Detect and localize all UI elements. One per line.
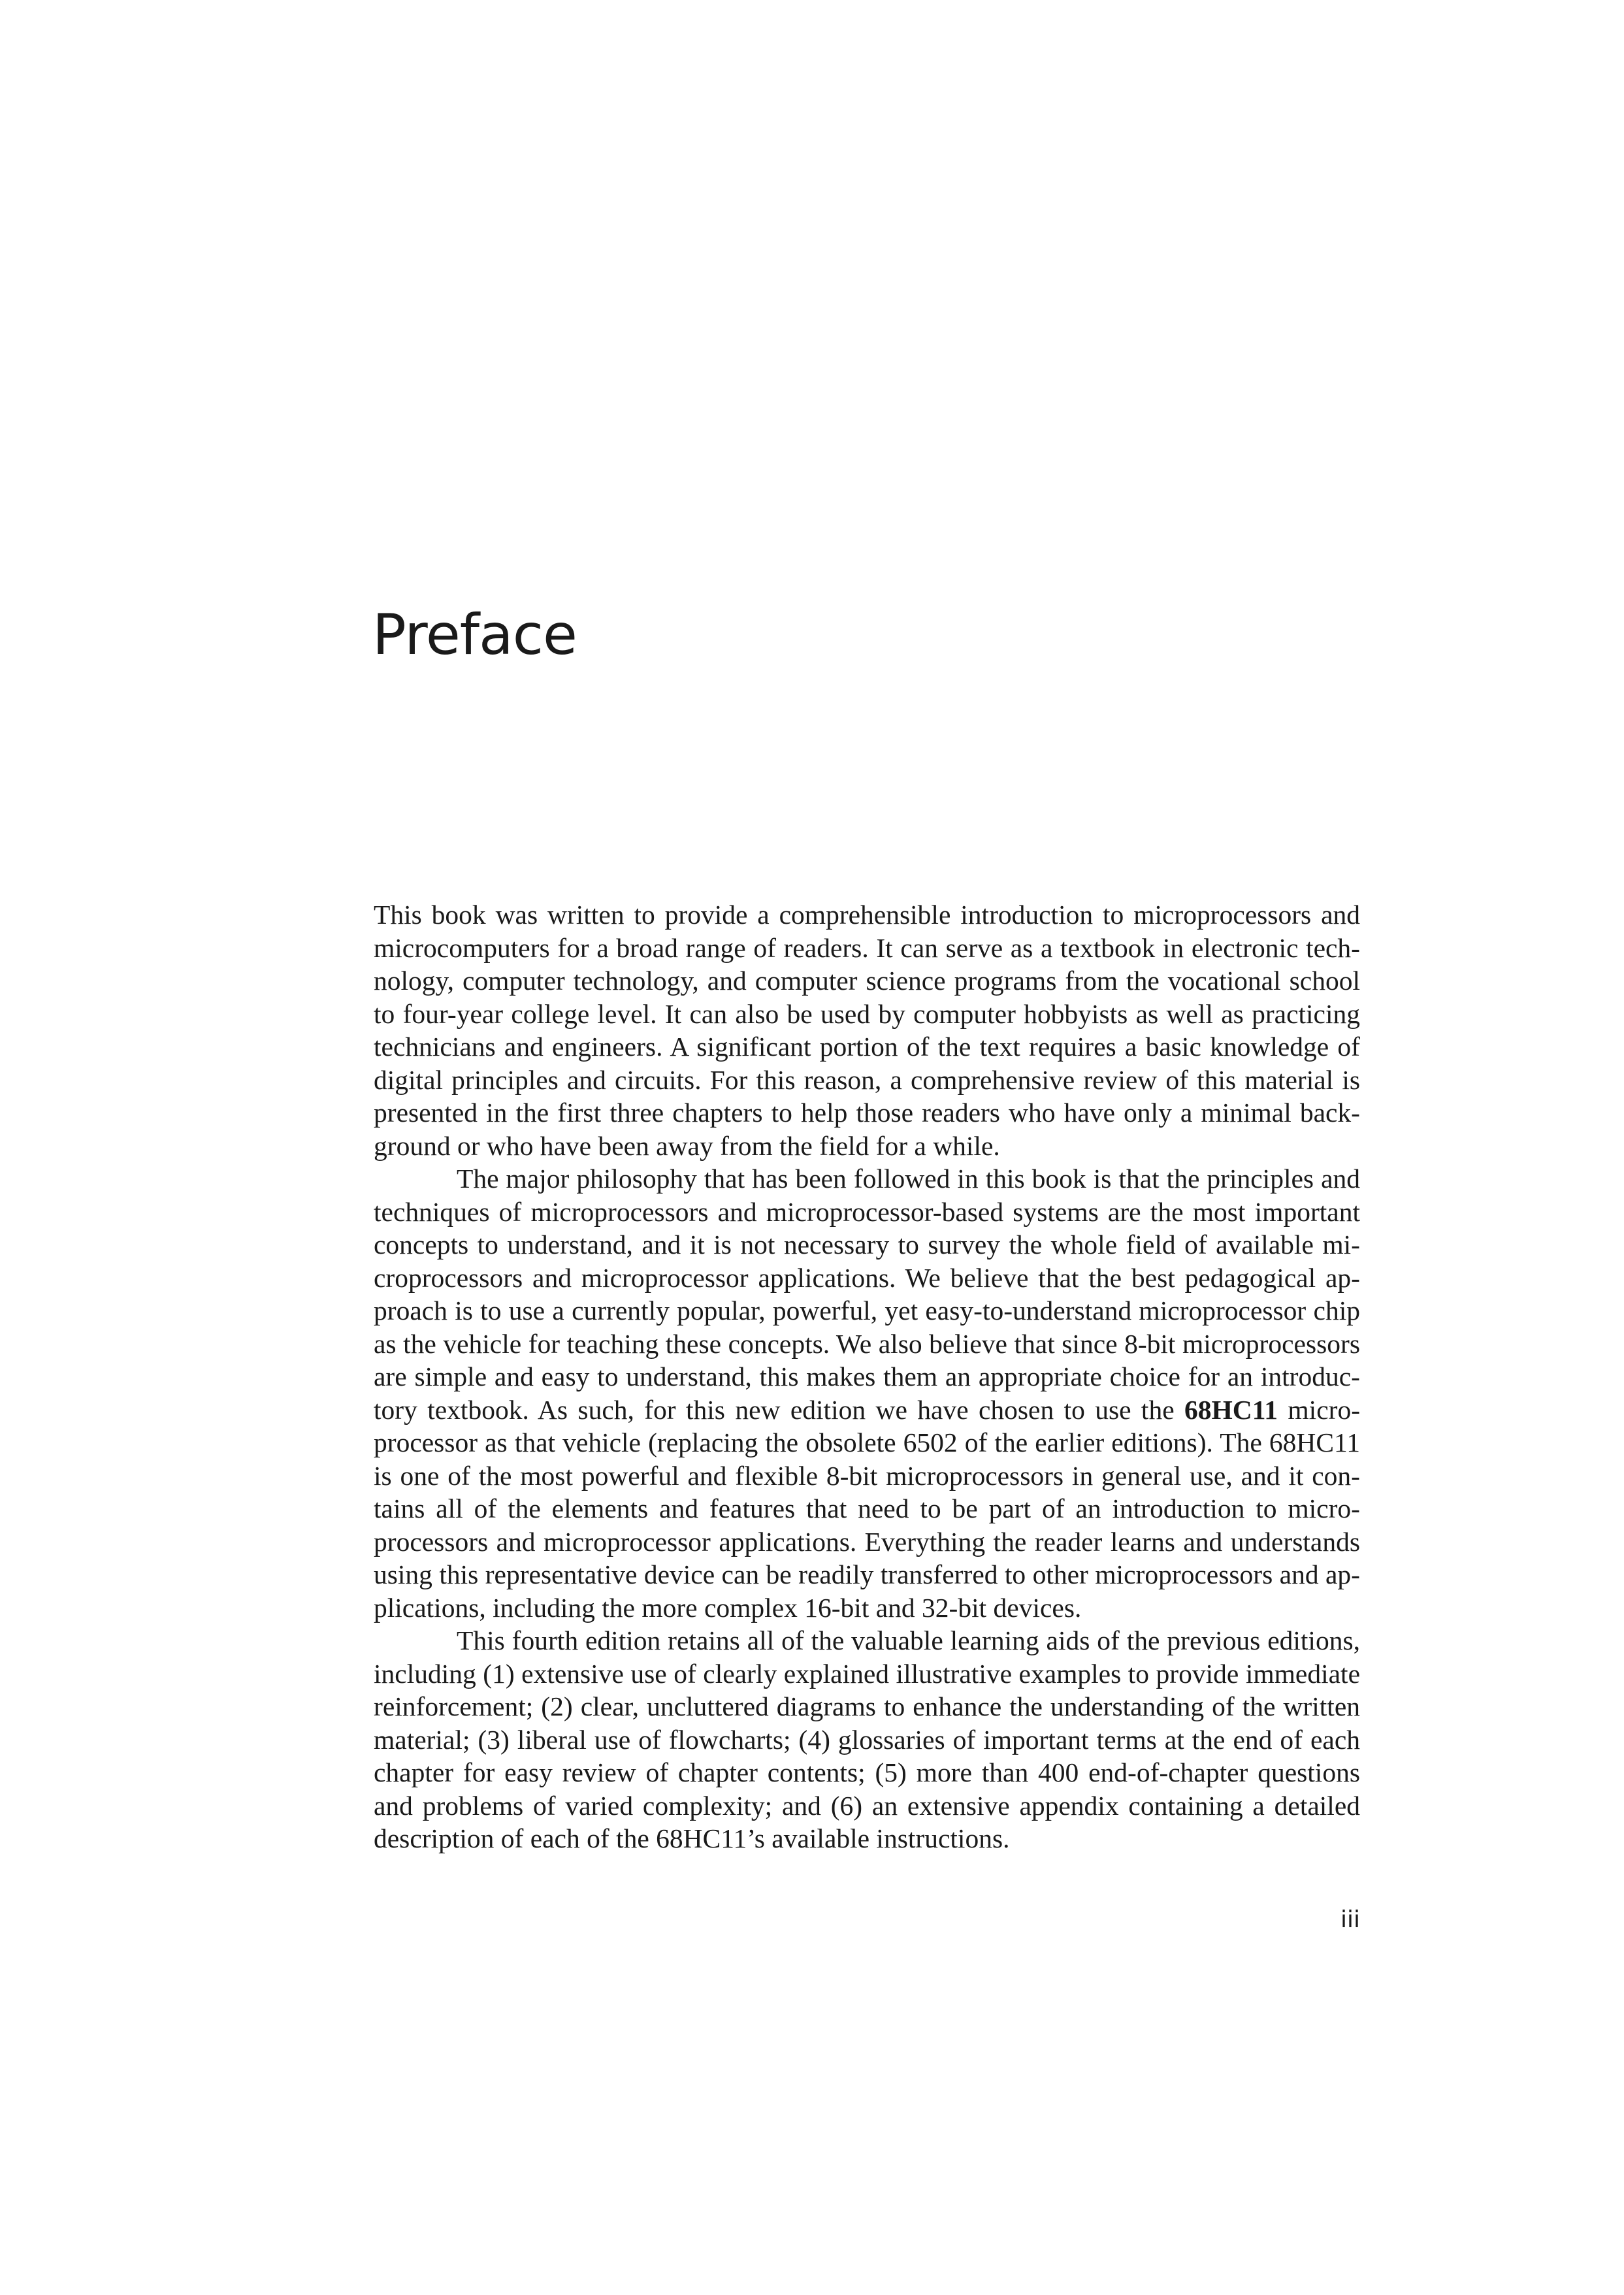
paragraph: This fourth edition retains all of the valuable learning aids of the previous editions, including (1) extensive use of clearly explained illustrative examples to provide immediate reinforcement; (2) clear, uncluttered diagrams to enhance the understanding of the written material; (3) liberal use of flowcharts; (4) glossaries of important terms at the end of each chapter for easy review of chapter contents; (5) more than 400 end-of-chapter questions and problems of varied complexity; and (6) an extensive appendix containing a detailed description of each of the 68HC11’s available instructions.: [374, 1625, 1360, 1853]
paragraph-text: The major philosophy that has been followed in this book is that the principles and techniques of microprocessors and microprocessor-based systems are the most important concepts to understand, and it is not necessary to survey the whole field of available microprocessors and microprocessor applications. We believe that the best pedagogical approach is to use a currently popular, powerful, yet easy-to-understand microprocessor chip as the vehicle for teaching these concepts. We also believe that since 8-bit microprocessors are simple and easy to understand, this makes them an appropriate choice for an introductory textbook. As such, for this new edition we have chosen to use the: [374, 1164, 1360, 1425]
paragraph: This book was written to provide a comprehensible introduction to microprocessors and microcomputers for a broad range of readers. It can serve as a textbook in electronic technology, computer technology, and computer science programs from the vocational school to four-year college level. It can also be used by computer hobbyists as well as practicing technicians and engineers. A significant portion of the text requires a basic knowledge of digital principles and circuits. For this reason, a comprehensive review of this material is presented in the first three chapters to help those readers who have only a minimal background or who have been away from the field for a while.: [374, 900, 1360, 1161]
paragraph: [374, 1162, 1360, 1624]
page-number: iii: [1340, 1906, 1360, 1933]
paragraph-text: microprocessor as that vehicle (replacing the obsolete 6502 of the earlier editions). The 68HC11 is one of the most powerful and flexible 8-bit microprocessors in general use, and it contains all of the elements and features that need to be part of an introduction to microprocessors and microprocessor applications. Everything the reader learns and understands using this representative device can be readily transferred to other microprocessors and applications, including the more complex 16-bit and 32-bit devices.: [374, 1394, 1361, 1623]
page-title: Preface: [372, 602, 577, 668]
chip-name: 68HC11: [1184, 1394, 1278, 1425]
preface-body: [374, 898, 1360, 1855]
